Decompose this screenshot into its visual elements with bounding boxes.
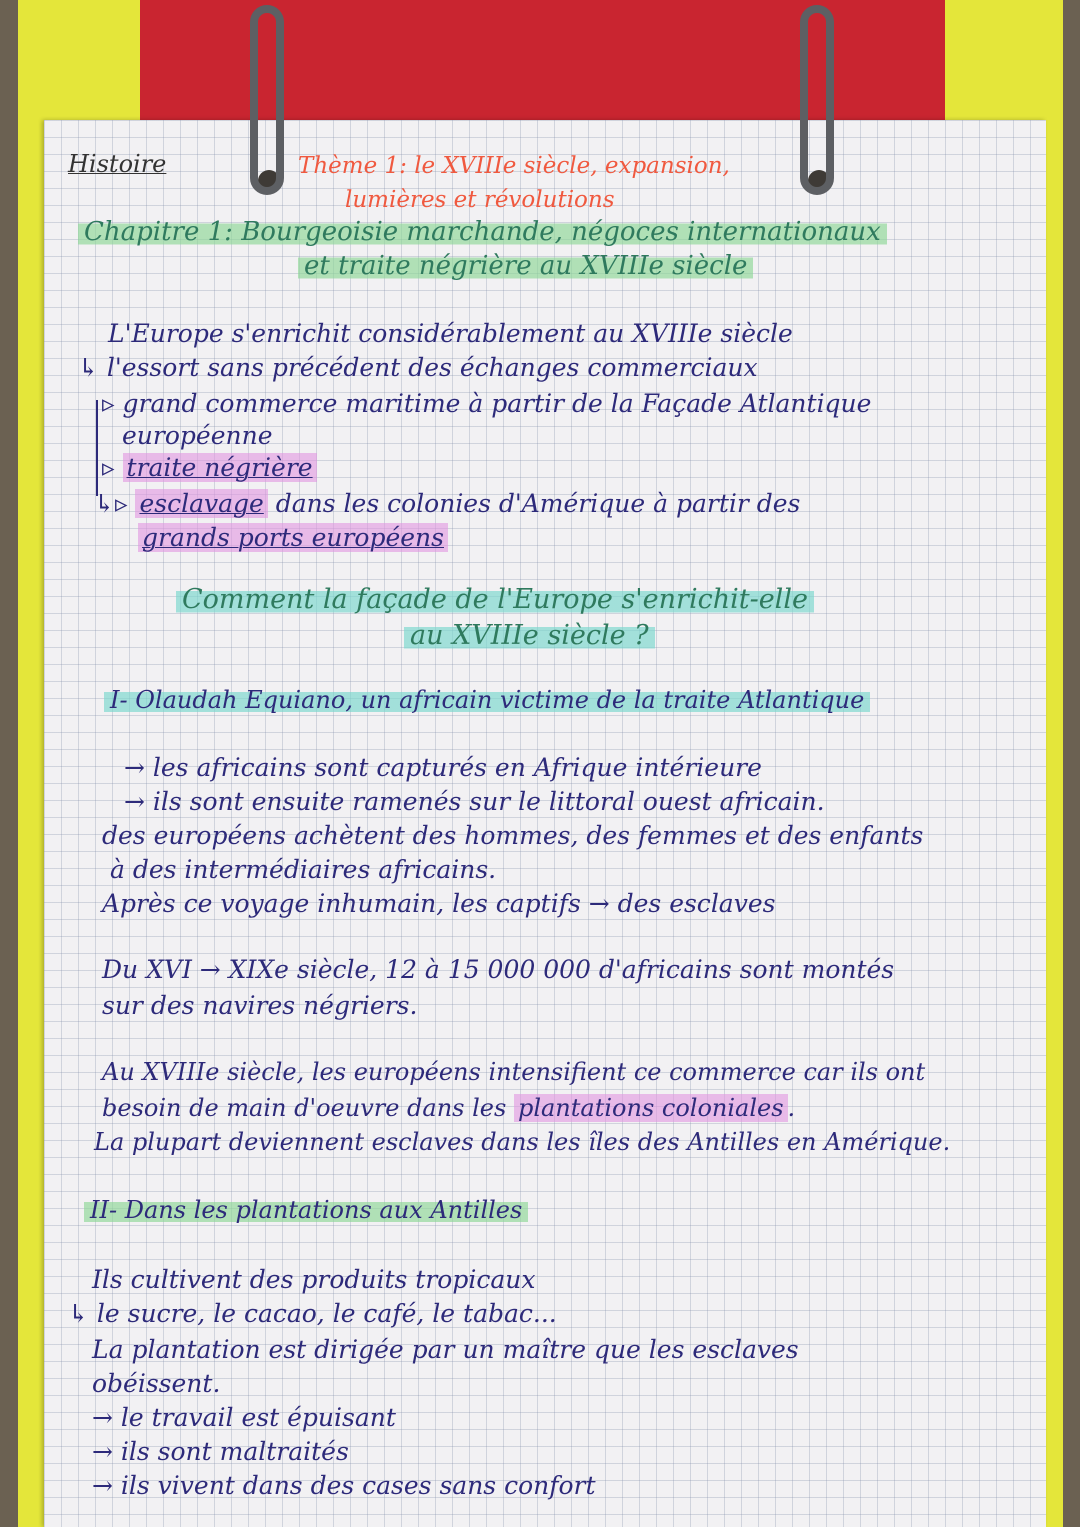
- section-2-line: → ils vivent dans des cases sans confort: [92, 1471, 596, 1500]
- chapter-title-line-1: Chapitre 1: Bourgeoisie marchande, négoces internationaux: [78, 216, 887, 248]
- intro-line: ▹ grand commerce maritime à partir de la Façade Atlantique: [102, 389, 872, 418]
- section-1-line: → les africains sont capturés en Afrique intérieure: [124, 753, 762, 782]
- section-2-line: → ils sont maltraités: [92, 1437, 349, 1466]
- section-1-line: → ils sont ensuite ramenés sur le littoral ouest africain.: [124, 787, 825, 816]
- intro-line: ▹ traite négrière: [102, 452, 317, 484]
- intro-line: ↳ l'essort sans précédent des échanges commerciaux: [78, 353, 758, 382]
- section-2-line: La plantation est dirigée par un maître que les esclaves: [92, 1335, 799, 1364]
- binder-ring-icon: [800, 5, 834, 195]
- problem-question-line-2: au XVIIIe siècle ?: [404, 620, 655, 652]
- intro-line: grands ports européens: [138, 522, 448, 554]
- section-2-line: Ils cultivent des produits tropicaux: [92, 1265, 536, 1294]
- chapter-title-line-2: et traite négrière au XVIIIe siècle: [298, 250, 753, 282]
- bracket-line: [96, 400, 98, 496]
- section-1-line: sur des navires négriers.: [102, 991, 418, 1020]
- theme-line-1: Thème 1: le XVIIIe siècle, expansion,: [298, 153, 730, 179]
- section-2-line: ↳ le sucre, le cacao, le café, le tabac...: [68, 1299, 557, 1328]
- theme-line-2: lumières et révolutions: [345, 187, 615, 213]
- intro-line: L'Europe s'enrichit considérablement au XVIIIe siècle: [108, 319, 793, 348]
- section-2-title: II- Dans les plantations aux Antilles: [84, 1194, 528, 1226]
- section-2-line: obéissent.: [92, 1369, 221, 1398]
- section-1-line: Au XVIIIe siècle, les européens intensifient ce commerce car ils ont: [102, 1058, 926, 1086]
- section-1-line: besoin de main d'oeuvre dans les plantations coloniales .: [102, 1094, 796, 1122]
- section-1-line: Après ce voyage inhumain, les captifs → des esclaves: [102, 889, 776, 918]
- section-1-line: Du XVI → XIXe siècle, 12 à 15 000 000 d'africains sont montés: [102, 955, 895, 984]
- problem-question-line-1: Comment la façade de l'Europe s'enrichit-elle: [176, 584, 814, 616]
- subject-heading: Histoire: [68, 150, 167, 178]
- section-1-line: des européens achètent des hommes, des femmes et des enfants: [102, 821, 924, 850]
- intro-line: européenne: [122, 421, 273, 450]
- intro-line: ↳▹ esclavage dans les colonies d'Amérique à partir des: [94, 489, 801, 518]
- section-2-line: → le travail est épuisant: [92, 1403, 396, 1432]
- section-1-line: La plupart deviennent esclaves dans les îles des Antilles en Amérique.: [94, 1128, 951, 1156]
- section-1-title: I- Olaudah Equiano, un africain victime de la traite Atlantique: [104, 684, 870, 716]
- section-1-line: à des intermédiaires africains.: [110, 855, 497, 884]
- binder-ring-icon: [250, 5, 284, 195]
